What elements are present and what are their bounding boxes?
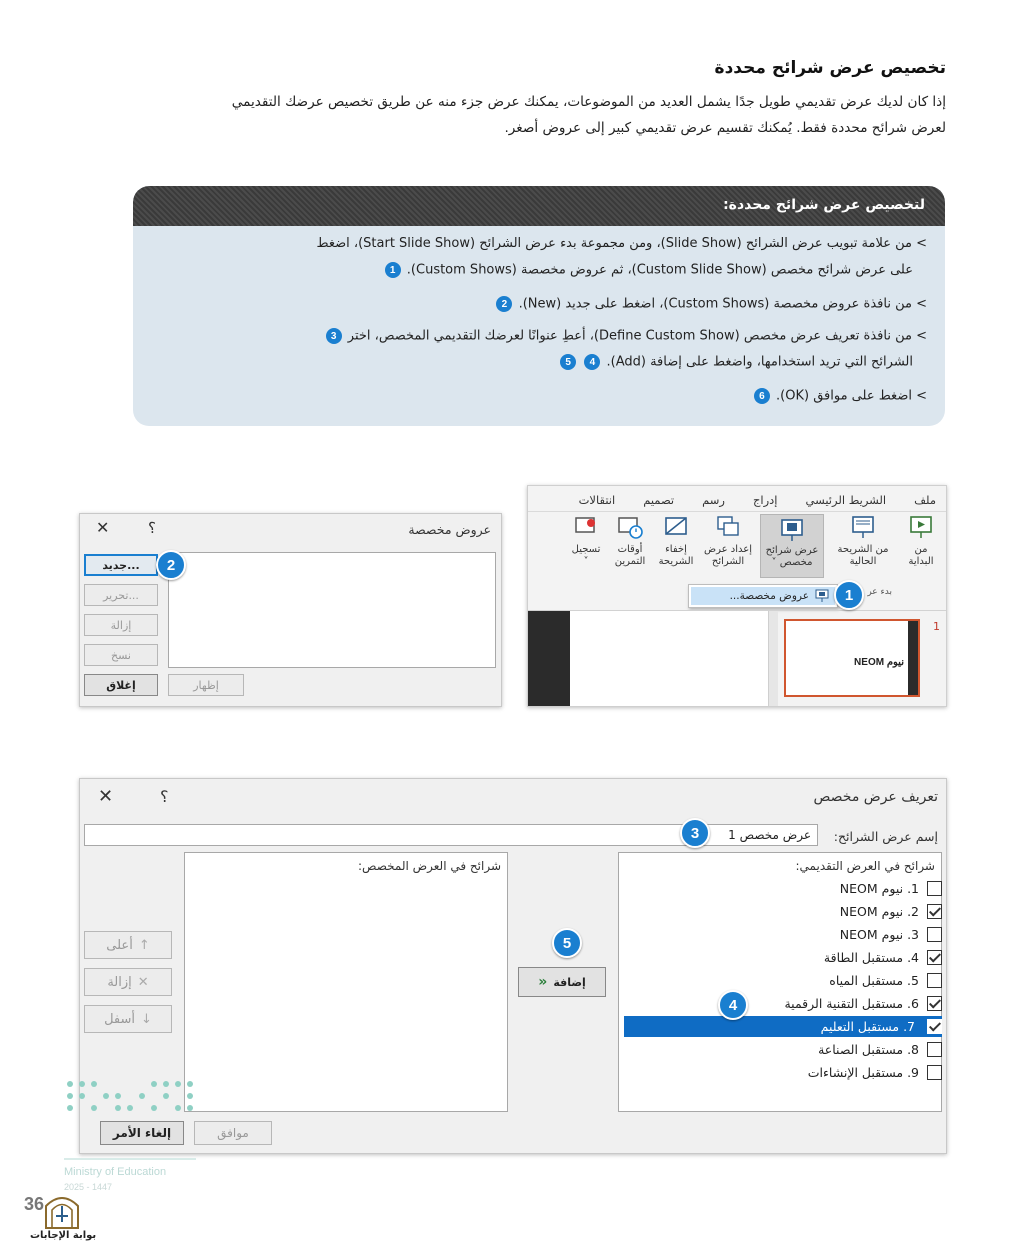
from-current-button[interactable]: [832, 514, 894, 578]
show-button[interactable]: إظهار: [168, 674, 244, 696]
close-dialog-button[interactable]: إغلاق: [84, 674, 158, 696]
ok-button[interactable]: موافق: [194, 1121, 272, 1145]
presentation-slides-header: شرائح في العرض التقديمي:: [795, 859, 935, 873]
setup-slide-show-label-1: إعداد عرض: [704, 544, 752, 555]
tab-draw[interactable]: رسم: [702, 493, 725, 507]
slide-list-item[interactable]: [624, 1062, 942, 1083]
hide-slide-button[interactable]: [656, 514, 696, 578]
step-2-text: > من نافذة عروض مخصصة (Custom Shows)، اضغط على جديد (New).: [518, 296, 927, 312]
name-input-value: عرض مخصص 1: [728, 828, 811, 842]
close-icon[interactable]: ✕: [96, 518, 110, 537]
slide-number: 1: [933, 620, 940, 633]
ministry-logo-dots: [64, 1080, 198, 1120]
up-arrow-icon: ↑: [138, 937, 150, 953]
cancel-button[interactable]: إلغاء الأمر: [100, 1121, 184, 1145]
tab-file[interactable]: ملف: [914, 493, 936, 507]
slide-label: 1. نيوم NEOM: [839, 881, 919, 896]
slide-thumbnail[interactable]: [784, 619, 920, 697]
marker-5-badge: 5: [552, 928, 582, 958]
custom-shows-menu-item[interactable]: [691, 587, 835, 605]
step-marker-1: 1: [385, 262, 401, 278]
slide-checkbox[interactable]: [927, 927, 942, 942]
slide-label: 9. مستقبل الإنشاءات: [807, 1065, 919, 1080]
portal-logo-icon: [40, 1188, 84, 1230]
slide-checkbox[interactable]: [927, 881, 942, 896]
step-3-line-2-text: الشرائح التي تريد استخدامها، واضغط على إضافة (Add).: [606, 354, 913, 370]
custom-slide-show-label-2: مخصص ˅: [771, 557, 813, 568]
x-icon: ✕: [137, 974, 149, 990]
section-heading: تخصيص عرض شرائح محددة: [714, 58, 946, 78]
slide-label: 8. مستقبل الصناعة: [818, 1042, 919, 1057]
step-3-line-1-text: > من نافذة تعريف عرض مخصص (Define Custom Show)، أعطِ عنوانًا لعرضك التقديمي المخصص، اختر: [347, 328, 927, 344]
intro-line-1: إذا كان لديك عرض تقديمي طويل جدًا يشمل العديد من الموضوعات، يمكنك عرض جزء منه عن طريق تخصيص عرضك التقديمي: [231, 94, 946, 110]
add-button-label: إضافة: [553, 975, 586, 989]
step-3-line-2: [558, 354, 913, 370]
slide-label: 7. مستقبل التعليم: [820, 1019, 915, 1034]
from-beginning-button[interactable]: [902, 514, 940, 578]
step-1-line-1-text: > من علامة تبويب عرض الشرائح (Slide Show)، ومن مجموعة بدء عرض الشرائح (Start Slide Show)، اضغط: [316, 236, 927, 251]
slide-label: 6. مستقبل التقنية الرقمية: [784, 996, 919, 1011]
slide-label: 2. نيوم NEOM: [839, 904, 919, 919]
tab-home[interactable]: الشريط الرئيسي: [805, 493, 887, 507]
help-icon[interactable]: ؟: [148, 519, 156, 537]
slide-checkbox[interactable]: [927, 950, 942, 965]
portal-label: بوابة الإجابات: [30, 1230, 97, 1241]
slide-checkbox[interactable]: [927, 996, 942, 1011]
slide-list-item[interactable]: [624, 947, 942, 968]
from-beginning-label-2: البداية: [908, 556, 934, 567]
ministry-year: 2025 - 1447: [64, 1182, 113, 1192]
ministry-english: Ministry of Education: [64, 1166, 167, 1178]
page-number: 36: [24, 1194, 45, 1214]
intro-line-2: لعرض شرائح محددة فقط. يُمكنك تقسيم عرض تقديمي كبير إلى عروض أصغر.: [504, 120, 946, 136]
slide-rows: [618, 851, 948, 1111]
custom-shows-list[interactable]: [168, 552, 496, 668]
slide-checkbox[interactable]: [927, 973, 942, 988]
ministry-logo: [64, 1080, 198, 1120]
move-down-button[interactable]: [84, 1005, 172, 1033]
slide-list-item[interactable]: [624, 970, 942, 991]
remove-slide-label: إزالة: [107, 974, 132, 990]
step-marker-2: 2: [496, 296, 512, 312]
rehearse-timings-label-1: أوقات: [617, 544, 643, 555]
step-3-line-1: [324, 328, 927, 344]
slide-list-item[interactable]: [624, 993, 942, 1014]
remove-slide-button[interactable]: [84, 968, 172, 996]
tab-design[interactable]: تصميم: [643, 493, 675, 507]
custom-show-slides-header: شرائح في العرض المخصص:: [357, 859, 501, 873]
steps-box-title: لتخصيص عرض شرائح محددة:: [723, 197, 925, 213]
custom-shows-menu-icon: [815, 589, 829, 603]
hide-slide-icon: [663, 514, 689, 540]
slide-checkbox[interactable]: [927, 904, 942, 919]
tab-insert[interactable]: إدراج: [752, 493, 778, 507]
move-down-label: أسفل: [104, 1011, 136, 1027]
step-4: [752, 388, 927, 404]
ribbon-screenshot: [527, 485, 947, 707]
custom-slide-show-button[interactable]: [760, 514, 824, 578]
record-button[interactable]: [568, 514, 604, 578]
step-2: [494, 296, 927, 312]
custom-shows-menu: [688, 584, 838, 608]
slide-list-item[interactable]: [624, 1039, 942, 1060]
define-close-icon[interactable]: ✕: [98, 786, 114, 807]
edit-button[interactable]: تحرير...: [84, 584, 158, 606]
custom-slide-show-label-1: عرض شرائح: [765, 545, 819, 556]
name-label: إسم عرض الشرائح:: [833, 829, 938, 844]
marker-1-badge: 1: [834, 580, 864, 610]
custom-show-icon: [779, 517, 805, 543]
new-button[interactable]: جديد...: [84, 554, 158, 576]
rehearse-timings-button[interactable]: [612, 514, 648, 578]
define-dialog-title: تعريف عرض مخصص: [813, 789, 938, 805]
slide-checkbox[interactable]: [927, 1042, 942, 1057]
slide-checkbox[interactable]: [927, 1065, 942, 1080]
slide-list-item[interactable]: [624, 901, 942, 922]
from-current-label-2: الحالية: [849, 556, 877, 567]
rehearse-timings-icon: [617, 514, 643, 540]
move-up-button[interactable]: [84, 931, 172, 959]
scrollbar[interactable]: [768, 611, 778, 707]
rehearse-timings-label-2: التمرين: [614, 556, 646, 567]
start-slide-show-group-label: بدء عر: [867, 587, 892, 597]
record-icon: [573, 514, 599, 540]
setup-show-icon: [715, 514, 741, 540]
ribbon-tabs: [579, 489, 936, 511]
portal-logo: [40, 1188, 84, 1230]
add-button[interactable]: [518, 967, 606, 997]
slide-list-item[interactable]: [624, 1016, 942, 1037]
setup-slide-show-label-2: الشرائح: [711, 556, 745, 567]
play-from-start-icon: [908, 514, 934, 540]
copy-button[interactable]: نسخ: [84, 644, 158, 666]
define-help-icon[interactable]: ؟: [160, 787, 169, 806]
step-1-line-2: [383, 262, 913, 278]
move-up-label: أعلى: [106, 937, 133, 953]
from-current-label-1: من الشريحة: [837, 544, 889, 555]
slide-label: 3. نيوم NEOM: [839, 927, 919, 942]
play-from-current-icon: [850, 514, 876, 540]
double-arrow-icon: «: [538, 974, 548, 990]
editor-dark-panel: [528, 611, 570, 707]
hide-slide-label-2: الشريحة: [658, 556, 694, 567]
step-marker-3: 3: [326, 328, 342, 344]
custom-shows-dialog: [79, 513, 502, 707]
setup-slide-show-button[interactable]: [704, 514, 752, 578]
marker-3-badge: 3: [680, 818, 710, 848]
slide-checkbox[interactable]: [927, 1019, 942, 1034]
step-1-line-2-text: على عرض شرائح مخصص (Custom Slide Show)، ثم عروض مخصصة (Custom Shows).: [406, 262, 913, 278]
steps-box: [133, 186, 945, 426]
record-label-1: تسجيل: [571, 544, 601, 555]
step-marker-6: 6: [754, 388, 770, 404]
from-beginning-label-1: من: [914, 544, 928, 555]
remove-button[interactable]: إزالة: [84, 614, 158, 636]
step-marker-4: 4: [584, 354, 600, 370]
step-1-line-1: [316, 236, 927, 251]
editor-canvas: [570, 611, 770, 707]
custom-shows-menu-label: عروض مخصصة...: [729, 590, 809, 602]
step-4-text: > اضغط على موافق (OK).: [776, 388, 927, 404]
marker-4-badge: 4: [718, 990, 748, 1020]
tab-transitions[interactable]: انتقالات: [578, 493, 616, 507]
slide-thumbnail-text: NEOM نيوم: [854, 657, 904, 668]
slide-label: 5. مستقبل المياه: [829, 973, 919, 988]
ministry-arabic-logotype: [64, 1140, 196, 1160]
marker-2-badge: 2: [156, 550, 186, 580]
custom-shows-title: عروض مخصصة: [408, 522, 491, 537]
ribbon-button-row: [568, 514, 940, 578]
record-label-2: ˅: [583, 556, 589, 567]
down-arrow-icon: ↓: [141, 1011, 152, 1027]
slide-label: 4. مستقبل الطاقة: [823, 950, 919, 965]
slide-list-item[interactable]: [624, 924, 942, 945]
slide-list-item[interactable]: [624, 878, 942, 899]
custom-show-slides-list[interactable]: [184, 852, 508, 1112]
step-marker-5: 5: [560, 354, 576, 370]
hide-slide-label-1: إخفاء: [665, 544, 687, 555]
